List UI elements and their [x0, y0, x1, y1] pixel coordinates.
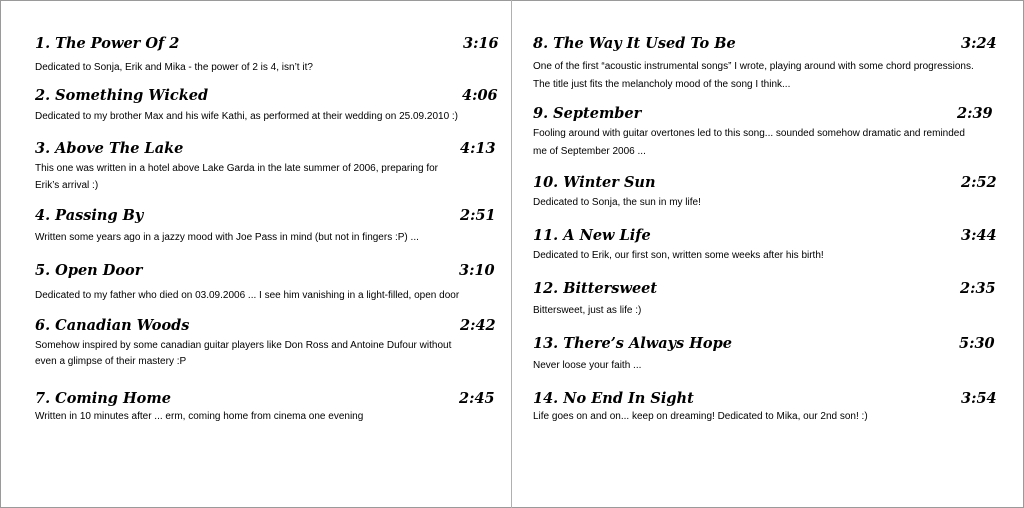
track-description-line: Somehow inspired by some canadian guitar players like Don Ross and Antoine Dufour without	[35, 340, 452, 351]
track-title: 7. Coming Home	[35, 390, 171, 407]
track-duration: 4:06	[462, 87, 498, 104]
track-title: 4. Passing By	[35, 207, 144, 224]
center-fold-line	[511, 0, 512, 508]
track-duration: 2:45	[459, 390, 495, 407]
track-title: 6. Canadian Woods	[35, 317, 190, 334]
track-title: 12. Bittersweet	[533, 280, 658, 297]
track-duration: 2:39	[957, 105, 993, 122]
track-description-line: Never loose your faith ...	[533, 360, 642, 371]
track-title: 1. The Power Of 2	[35, 35, 180, 52]
track-description-line: Written some years ago in a jazzy mood with Joe Pass in mind (but not in fingers :P) ...	[35, 232, 419, 243]
track-title: 10. Winter Sun	[533, 174, 656, 191]
track-duration: 2:42	[460, 317, 496, 334]
track-duration: 3:44	[961, 227, 997, 244]
track-duration: 4:13	[460, 140, 496, 157]
track-duration: 2:51	[460, 207, 496, 224]
track-description-line: Dedicated to Sonja, Erik and Mika - the power of 2 is 4, isn’t it?	[35, 62, 313, 73]
track-description-line: One of the first “acoustic instrumental songs” I wrote, playing around with some chord progressions.	[533, 61, 974, 72]
track-description-line: Fooling around with guitar overtones led to this song... sounded somehow dramatic and reminded	[533, 128, 965, 139]
track-title: 14. No End In Sight	[533, 390, 694, 407]
track-title: 5. Open Door	[35, 262, 143, 279]
track-duration: 2:52	[961, 174, 997, 191]
track-description-line: Dedicated to Sonja, the sun in my life!	[533, 197, 701, 208]
track-title: 2. Something Wicked	[35, 87, 209, 104]
track-description-line: The title just fits the melancholy mood of the song I think...	[533, 79, 791, 90]
track-description-line: even a glimpse of their mastery :P	[35, 356, 187, 367]
track-title: 3. Above The Lake	[35, 140, 184, 157]
track-title: 11. A New Life	[533, 227, 651, 244]
track-duration: 3:10	[459, 262, 495, 279]
track-description-line: Dedicated to my brother Max and his wife Kathi, as performed at their wedding on 25.09.2010 :)	[35, 111, 459, 122]
track-description-line: me of September 2006 ...	[533, 146, 646, 157]
track-duration: 2:35	[960, 280, 996, 297]
track-description-line: Erik’s arrival :)	[35, 180, 99, 191]
track-title: 9. September	[533, 105, 642, 122]
track-description-line: Life goes on and on... keep on dreaming! Dedicated to Mika, our 2nd son! :)	[533, 411, 868, 422]
track-title: 13. There’s Always Hope	[533, 335, 732, 352]
track-description-line: Bittersweet, just as life :)	[533, 305, 642, 316]
track-duration: 5:30	[959, 335, 995, 352]
track-description-line: Dedicated to Erik, our first son, written some weeks after his birth!	[533, 250, 824, 261]
track-duration: 3:54	[961, 390, 997, 407]
track-description-line: Dedicated to my father who died on 03.09.2006 ... I see him vanishing in a light-filled, open door	[35, 290, 460, 301]
track-duration: 3:16	[463, 35, 499, 52]
track-duration: 3:24	[961, 35, 997, 52]
track-title: 8. The Way It Used To Be	[533, 35, 736, 52]
track-description-line: Written in 10 minutes after ... erm, coming home from cinema one evening	[35, 411, 364, 422]
track-description-line: This one was written in a hotel above Lake Garda in the late summer of 2006, preparing for	[35, 163, 439, 174]
